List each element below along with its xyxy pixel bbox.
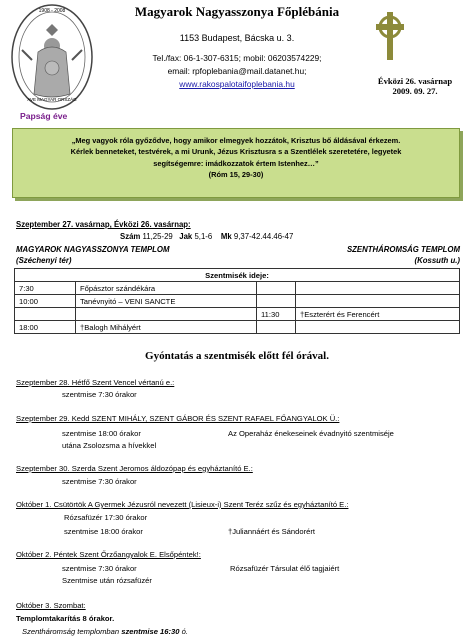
- church-right: SZENTHÁROMSÁG TEMPLOM: [346, 245, 460, 254]
- sunday-readings: Szám 11,25-29 Jak 5,1-6 Mk 9,37-42.44.46-47: [120, 232, 294, 241]
- day-heading: Szeptember 28. Hétfő Szent Vencel vértanú e.:: [16, 378, 175, 387]
- scripture-quote-box: [12, 128, 460, 198]
- quote-reference: (Róm 15, 29-30): [208, 170, 264, 180]
- liturgical-sunday: Évközi 26. vasárnap: [377, 76, 453, 86]
- day-line: szentmise 7:30 órakor: [62, 564, 137, 573]
- day-line: Templomtakarítás 8 órakor.: [16, 614, 115, 623]
- day-heading: Szeptember 30. Szerda Szent Jeromos áldozópap és egyháztanító E.:: [16, 464, 253, 473]
- church-right-sub: (Kossuth u.): [414, 256, 460, 265]
- table-row: [15, 269, 460, 282]
- parish-website-link[interactable]: www.rakospalotaifoplebania.hu: [179, 79, 295, 89]
- day-line: Szentmise után rózsafüzér: [62, 576, 152, 585]
- day-line: Rózsafüzér 17:30 órakor: [64, 513, 148, 522]
- quote-line: „Meg vagyok róla győződve, hogy amikor elmegyek hozzátok, Krisztus bő áldásával érkezem.: [71, 136, 401, 145]
- parish-email: email: rpfoplebania@mail.datanet.hu;: [167, 66, 307, 76]
- bulletin-date: 2009. 09. 27.: [392, 86, 438, 96]
- table-row: 10:00 Tanévnyitó – VENI SANCTE: [15, 295, 460, 308]
- mass-table-header: Szentmisék ideje:: [15, 269, 460, 282]
- day-heading: Október 2. Péntek Szent Őrzőangyalok E. Elsőpéntek!:: [16, 550, 201, 559]
- year-theme: Papság éve: [20, 111, 68, 121]
- day-line: Rózsafüzér Társulat élő tagjaiért: [230, 564, 340, 573]
- day-line: szentmise 7:30 órakor: [62, 390, 137, 399]
- mass-times-table: [14, 268, 460, 334]
- church-left-sub: (Széchenyi tér): [16, 256, 72, 265]
- parish-phone: Tel./fax: 06-1-307-6315; mobil: 06203574229;: [152, 53, 322, 63]
- day-line: †Juliannáért és Sándorért: [228, 527, 315, 536]
- quote-line: Kérlek benneteket, testvérek, a mi Urunk, Jézus Krisztusra s a Szentlélek szeretetére, legyetek: [70, 147, 402, 157]
- day-line: utána Zsolozsma a hívekkel: [62, 441, 157, 450]
- sunday-heading: Szeptember 27. vasárnap, Évközi 26. vasárnap:: [16, 220, 191, 229]
- day-line: szentmise 18:00 órakor: [62, 429, 141, 438]
- church-left: MAGYAROK NAGYASSZONYA TEMPLOM: [16, 245, 170, 254]
- seal-bottom-text: AVE MAGYAR ORSZÁG: [27, 97, 77, 102]
- table-row: 7:30 Főpásztor szándékára: [15, 282, 460, 295]
- day-line: Szentháromság templomban szentmise 16:30 ó.: [22, 627, 188, 636]
- table-row: 18:00 †Balogh Mihályért: [15, 321, 460, 334]
- day-heading: Szeptember 29. Kedd SZENT MIHÁLY, SZENT GÁBOR ÉS SZENT RAFAEL FŐANGYALOK Ü.:: [16, 414, 340, 423]
- day-heading: Október 1. Csütörtök A Gyermek Jézusról nevezett (Lisieux-i) Szent Teréz szűz és egyháztanító E.:: [16, 500, 349, 509]
- day-heading: Október 3. Szombat:: [16, 601, 86, 610]
- day-line: szentmise 7:30 órakor: [62, 477, 137, 486]
- confession-notice: Gyóntatás a szentmisék előtt fél órával.: [145, 350, 329, 362]
- quote-line: segítségemre: imádkozzatok értem Istenhez…”: [153, 158, 319, 168]
- seal-years: 1908 - 2008: [38, 8, 66, 14]
- parish-title: Magyarok Nagyasszonya Főplébánia: [134, 4, 340, 19]
- table-row: 11:30 †Eszterért és Ferencért: [15, 308, 460, 321]
- parish-address: 1153 Budapest, Bácska u. 3.: [179, 33, 295, 43]
- day-line: Az Operaház énekeseinek évadnyitó szentmiséje: [228, 429, 394, 438]
- day-line: szentmise 18:00 órakor: [64, 527, 143, 536]
